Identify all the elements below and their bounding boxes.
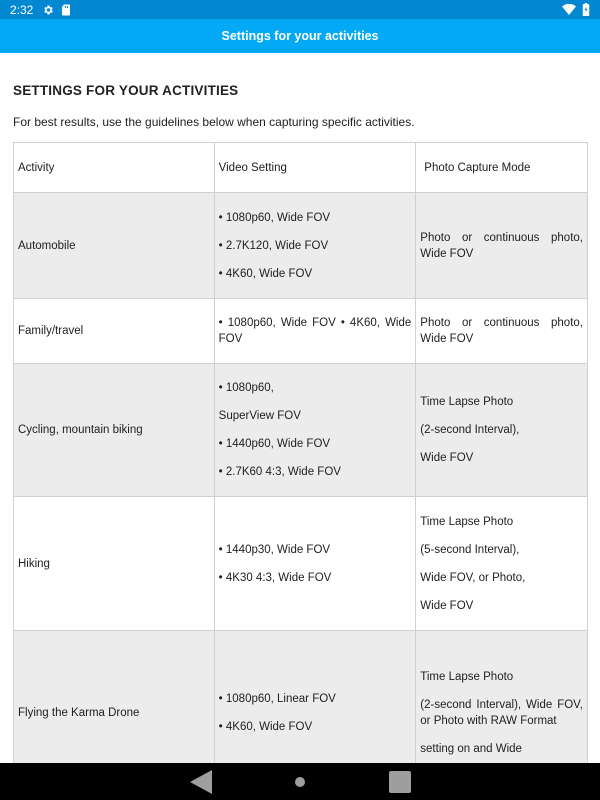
photo-mode-cell xyxy=(416,193,588,299)
video-setting-line: • 2.7K60 4:3, Wide FOV xyxy=(218,466,341,478)
settings-table xyxy=(13,142,588,763)
status-time: 2:32 xyxy=(10,2,34,17)
activity-cell: Cycling, mountain biking xyxy=(14,364,215,497)
video-setting-cell xyxy=(214,497,416,631)
table-row xyxy=(14,193,588,299)
header-video-setting: Video Setting xyxy=(214,143,416,193)
video-setting-cell xyxy=(214,299,416,364)
content-area[interactable] xyxy=(0,53,600,763)
photo-mode-line: Wide FOV xyxy=(420,599,474,612)
recents-button[interactable] xyxy=(385,769,415,795)
photo-mode-cell xyxy=(416,299,588,364)
gear-icon xyxy=(42,4,54,16)
video-setting-line: • 1080p60, Linear FOV xyxy=(218,693,336,705)
wifi-icon xyxy=(562,4,576,15)
video-setting-line: • 1080p60, Wide FOV • 4K60, Wide FOV xyxy=(218,317,412,345)
video-setting-line: • 1440p60, Wide FOV xyxy=(218,438,331,450)
intro-text: For best results, use the guidelines below when capturing specific activities. xyxy=(13,115,415,129)
photo-mode-line: (2-second Interval), xyxy=(420,424,520,436)
header-activity: Activity xyxy=(14,143,215,193)
video-setting-line: • 4K60, Wide FOV xyxy=(218,721,313,733)
photo-mode-line: Time Lapse Photo xyxy=(420,671,514,683)
home-button[interactable] xyxy=(285,769,315,795)
recents-icon xyxy=(388,770,412,794)
page-heading: SETTINGS FOR YOUR ACTIVITIES xyxy=(13,83,239,98)
photo-mode-line: setting on and Wide xyxy=(420,743,522,755)
video-setting-line: SuperView FOV xyxy=(218,410,301,422)
photo-mode-line: Photo or continuous photo, Wide FOV xyxy=(420,231,583,260)
photo-mode-cell xyxy=(416,364,588,497)
status-bar xyxy=(0,0,600,19)
table-row xyxy=(14,631,588,764)
video-setting-cell xyxy=(214,193,416,299)
activity-cell: Hiking xyxy=(14,497,215,631)
photo-mode-line: Time Lapse Photo xyxy=(420,396,514,408)
activity-cell: Automobile xyxy=(14,193,215,299)
photo-mode-line: (2-second Interval), Wide FOV, or Photo with RAW Format xyxy=(420,699,583,727)
activity-cell: Flying the Karma Drone xyxy=(14,631,215,764)
video-setting-line: • 4K30 4:3, Wide FOV xyxy=(218,571,332,584)
photo-mode-line: (5-second Interval), xyxy=(420,543,520,556)
back-icon xyxy=(189,769,213,795)
battery-icon xyxy=(582,3,590,16)
video-setting-line: • 2.7K120, Wide FOV xyxy=(218,239,329,252)
photo-mode-line: Wide FOV xyxy=(420,452,474,464)
video-setting-line: • 1440p30, Wide FOV xyxy=(218,543,331,556)
activity-cell: Family/travel xyxy=(14,299,215,364)
table-row xyxy=(14,497,588,631)
photo-mode-line: Photo or continuous photo, Wide FOV xyxy=(420,317,583,345)
header-photo-capture-mode: Photo Capture Mode xyxy=(416,143,588,193)
video-setting-cell xyxy=(214,364,416,497)
home-icon xyxy=(294,776,306,788)
video-setting-cell xyxy=(214,631,416,764)
video-setting-line: • 1080p60, Wide FOV xyxy=(218,211,331,224)
table-row xyxy=(14,299,588,364)
app-bar xyxy=(0,19,600,53)
navigation-bar xyxy=(0,763,600,800)
app-bar-title: Settings for your activities xyxy=(221,29,379,43)
video-setting-line: • 1080p60, xyxy=(218,382,274,394)
table-header-row xyxy=(14,143,588,193)
table-row xyxy=(14,364,588,497)
photo-mode-line: Time Lapse Photo xyxy=(420,515,514,528)
video-setting-line: • 4K60, Wide FOV xyxy=(218,267,313,280)
photo-mode-cell xyxy=(416,497,588,631)
photo-mode-line: Wide FOV, or Photo, xyxy=(420,571,526,584)
status-left xyxy=(10,3,71,17)
photo-mode-cell xyxy=(416,631,588,764)
sd-card-icon xyxy=(61,4,71,16)
status-right xyxy=(562,3,590,16)
back-button[interactable] xyxy=(186,769,216,795)
